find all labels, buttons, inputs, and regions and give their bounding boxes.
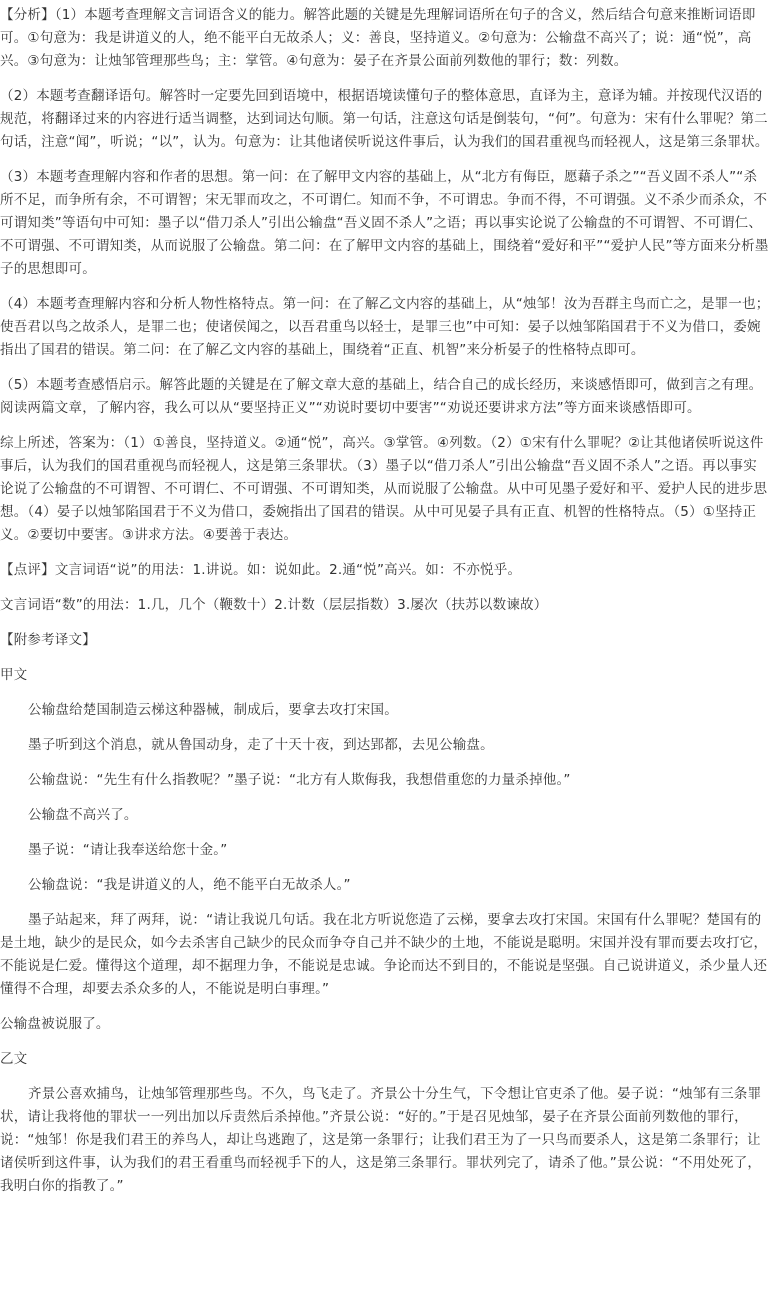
answer-summary: 综上所述，答案为：（1）①善良，坚持道义。②通“悦”，高兴。③掌管。④列数。（2）①宋有什么罪呢？②让其他诸侯听说这件事后，认为我们的国君重视鸟而轻视人，这是第三条罪状。（3）墨子以“借刀杀人”引出公输盘“吾义固不杀人”之语。再以事实论说了公输盘的不可谓智、不可谓仁、不可谓强、不可谓知类，从而说服了公输盘。从中可见墨子爱好和平、爱护人民的进步思想。（4）晏子以烛邹陷国君于不义为借口，委婉指出了国君的错误。从中可见晏子具有正直、机智的性格特点。（5）①坚持正义。②要切中要害。③讲求方法。④要善于表达。 bbox=[0, 435, 768, 543]
yi-paragraph: 齐景公喜欢捕鸟，让烛邹管理那些鸟。不久，鸟飞走了。齐景公十分生气，下令想让官吏杀了他。晏子说：“烛邹有三条罪状，请让我将他的罪状一一列出加以斥责然后杀掉他。”齐景公说：“好的。”于是召见烛邹，晏子在齐景公面前列数他的罪行，说：“烛邹！你是我们君王的养鸟人，却让鸟逃跑了，这是第一条罪行；让我们君王为了一只鸟而要杀人，这是第二条罪行；让诸侯听到这件事，认为我们的君王看重鸟而轻视手下的人，这是第三条罪行。罪状列完了，请杀了他。”景公说：“不用处死了，我明白你的指教了。” bbox=[0, 1086, 762, 1194]
analysis-paragraph-4: （4）本题考查理解内容和分析人物性格特点。第一问：在了解乙文内容的基础上，从“烛邹！汝为吾群主鸟而亡之，是罪一也；使吾君以鸟之故杀人，是罪二也；使诸侯闻之，以吾君重鸟以轻士，是罪三也”中可知：晏子以烛邹陷国君于不义为借口，委婉指出了国君的错误。第二问：在了解乙文内容的基础上，围绕着“正直、机智”来分析晏子的性格特点即可。 bbox=[0, 296, 770, 358]
analysis-text-1: （1）本题考查理解文言词语含义的能力。解答此题的关键是先理解词语所在句子的含义，然后结合句意来推断词语即可。①句意为：我是讲道义的人，绝不能平白无故杀人；义：善良，坚持道义。②句意为：公输盘不高兴了；说：通“悦”，高兴。③句意为：让烛邹管理那些鸟；主：掌管。④句意为：晏子在齐景公面前列数他的罪行；数：列数。 bbox=[0, 7, 756, 69]
analysis-paragraph-3: （3）本题考查理解内容和作者的思想。第一问：在了解甲文内容的基础上，从“北方有侮臣，愿藉子杀之”“吾义固不杀人”“杀所不足，而争所有余，不可谓智；宋无罪而攻之，不可谓仁。知而不争，不可谓忠。争而不得，不可谓强。义不杀少而杀众，不可谓知类”等语句中可知：墨子以“借刀杀人”引出公输盘“吾义固不杀人”之语；再以事实论说了公输盘的不可谓智、不可谓仁、不可谓强、不可谓知类，从而说服了公输盘。第二问：在了解甲文内容的基础上，围绕着“爱好和平”“爱护人民”等方面来分析墨子的思想即可。 bbox=[0, 169, 769, 277]
jia-paragraph: 公输盘说：“先生有什么指教呢？”墨子说：“北方有人欺侮我，我想借重您的力量杀掉他。” bbox=[28, 772, 571, 788]
translation-heading: 【附参考译文】 bbox=[0, 632, 96, 648]
jia-paragraph: 公输盘说：“我是讲道义的人，绝不能平白无故杀人。” bbox=[28, 877, 351, 893]
jia-paragraph: 墨子说：“请让我奉送给您十金。” bbox=[28, 842, 228, 858]
jia-paragraph: 墨子听到这个消息，就从鲁国动身，走了十天十夜，到达郢都，去见公输盘。 bbox=[28, 737, 494, 753]
comment-line-2: 文言词语“数”的用法：1.几，几个（鞭数十）2.计数（层层指数）3.屡次（扶苏以数谏故） bbox=[0, 597, 548, 613]
comment-text-1: 文言词语“说”的用法：1.讲说。如：说如此。2.通“悦”高兴。如：不亦悦乎。 bbox=[54, 562, 522, 578]
analysis-paragraph-1 bbox=[0, 4, 770, 73]
analysis-tag: 【分析】 bbox=[0, 7, 55, 23]
yi-title: 乙文 bbox=[0, 1051, 28, 1067]
comment-tag: 【点评】 bbox=[0, 562, 55, 578]
jia-paragraph: 公输盘给楚国制造云梯这种器械，制成后，要拿去攻打宋国。 bbox=[28, 702, 398, 718]
jia-ending: 公输盘被说服了。 bbox=[0, 1016, 110, 1032]
analysis-paragraph-2: （2）本题考查翻译语句。解答时一定要先回到语境中，根据语境读懂句子的整体意思，直译为主，意译为辅。并按现代汉语的规范，将翻译过来的内容进行适当调整，达到词达句顺。第一句话，注意这句话是倒装句，“何”。句意为：宋有什么罪呢？第二句话，注意“闻”，听说；“以”，认为。句意为：让其他诸侯听说这件事后，认为我们的国君重视鸟而轻视人，这是第三条罪状。 bbox=[0, 88, 769, 150]
jia-paragraph: 公输盘不高兴了。 bbox=[28, 807, 138, 823]
jia-title: 甲文 bbox=[0, 667, 28, 683]
analysis-paragraph-5: （5）本题考查感悟启示。解答此题的关键是在了解文章大意的基础上，结合自己的成长经历，来谈感悟即可，做到言之有理。阅读两篇文章，了解内容，我么可以从“要坚持正义”“劝说时要切中要害”“劝说还要讲求方法”等方面来谈感悟即可。 bbox=[0, 377, 763, 416]
jia-paragraph: 墨子站起来，拜了两拜，说：“请让我说几句话。我在北方听说您造了云梯，要拿去攻打宋国。宋国有什么罪呢？楚国有的是土地，缺少的是民众，如今去杀害自己缺少的民众而争夺自己并不缺少的土地，不能说是聪明。宋国并没有罪而要去攻打它，不能说是仁爱。懂得这个道理，却不据理力争，不能说是忠诚。争论而达不到目的，不能说是坚强。自己说讲道义，杀少量人还懂得不合理，却要去杀众多的人，不能说是明白事理。” bbox=[0, 912, 768, 997]
comment-line-1 bbox=[0, 559, 770, 582]
